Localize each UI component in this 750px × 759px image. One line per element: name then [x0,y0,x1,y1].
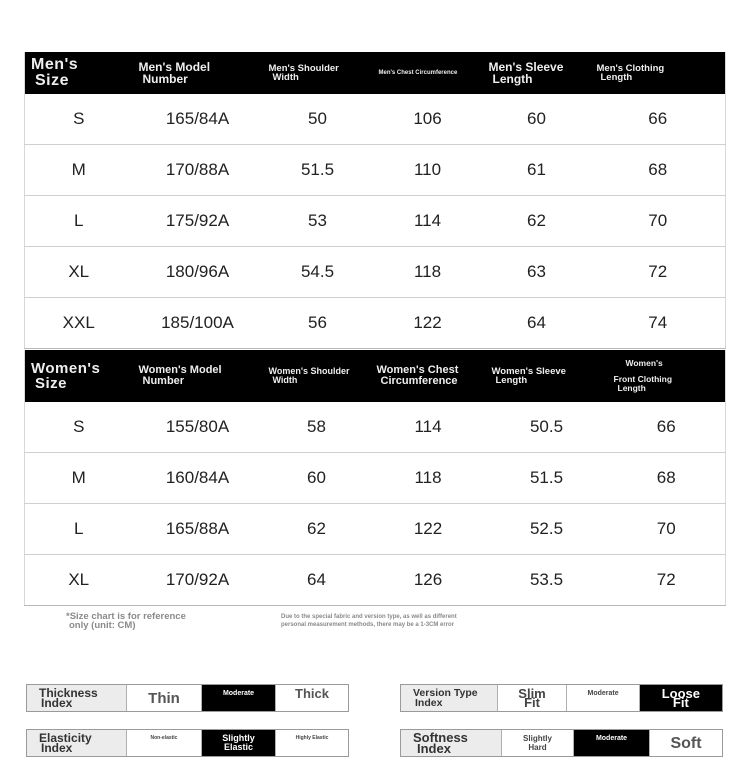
model-cell: 170/88A [133,145,263,196]
chest-cell: 122 [373,298,483,349]
model-cell: 165/84A [133,94,263,145]
size-cell: L [25,504,133,555]
mens-size-table [24,52,726,349]
table-row [25,196,726,247]
shoulder-cell: 60 [263,453,371,504]
version-option-slim-fit: Slim Fit [497,685,567,711]
model-cell: 155/80A [133,402,263,453]
thickness-index [26,684,349,712]
sleeve-cell: 60 [483,94,591,145]
shoulder-cell: 62 [263,504,371,555]
thickness-option-moderate: Moderate [201,685,275,711]
elasticity-option-slightly-elastic: Slightly Elastic [201,730,275,756]
thickness-index-label: Thickness Index [27,685,126,711]
womens-shoulder-header: Women's Shoulder Width [263,350,371,402]
thickness-option-thick: Thick [275,685,348,711]
table-row [25,504,726,555]
womens-model-header: Women's Model Number [133,350,263,402]
size-cell: M [25,453,133,504]
length-cell: 70 [608,504,726,555]
chest-cell: 110 [373,145,483,196]
chest-cell: 106 [373,94,483,145]
womens-header-row [25,350,726,402]
size-cell: XXL [25,298,133,349]
elasticity-index [26,729,349,757]
sleeve-cell: 64 [483,298,591,349]
reference-note: *Size chart is for reference only (unit: CM) [66,611,186,631]
mens-length-header: Men's Clothing Length [591,52,726,94]
womens-chest-header: Women's Chest Circumference [371,350,486,402]
length-cell: 74 [591,298,726,349]
thickness-option-thin: Thin [126,685,201,711]
sleeve-cell: 63 [483,247,591,298]
shoulder-cell: 51.5 [263,145,373,196]
mens-shoulder-header: Men's Shoulder Width [263,52,373,94]
model-cell: 175/92A [133,196,263,247]
size-cell: L [25,196,133,247]
elasticity-option-non-elastic: Non-elastic [126,730,201,756]
length-cell: 66 [608,402,726,453]
chest-cell: 118 [371,453,486,504]
table-row [25,555,726,606]
length-cell: 68 [608,453,726,504]
model-cell: 170/92A [133,555,263,606]
mens-chest-header: Men's Chest Circumference [373,52,483,94]
mens-header-row [25,52,726,94]
table-row [25,402,726,453]
version-option-moderate: Moderate [566,685,638,711]
chest-cell: 122 [371,504,486,555]
mens-sleeve-header: Men's Sleeve Length [483,52,591,94]
chest-cell: 118 [373,247,483,298]
table-row [25,94,726,145]
shoulder-cell: 64 [263,555,371,606]
softness-index [400,729,723,757]
softness-option-moderate: Moderate [573,730,649,756]
length-cell: 68 [591,145,726,196]
chest-cell: 126 [371,555,486,606]
length-cell: 72 [591,247,726,298]
chest-cell: 114 [373,196,483,247]
softness-option-soft: Soft [649,730,722,756]
softness-index-label: Softness Index [401,730,501,756]
model-cell: 165/88A [133,504,263,555]
softness-option-slightly-hard: Slightly Hard [501,730,573,756]
womens-size-header: Women's Size [25,350,133,402]
sleeve-cell: 61 [483,145,591,196]
length-cell: 66 [591,94,726,145]
version-type-index [400,684,723,712]
notes [66,612,666,632]
shoulder-cell: 53 [263,196,373,247]
model-cell: 180/96A [133,247,263,298]
womens-size-table [24,350,726,606]
length-cell: 72 [608,555,726,606]
table-row [25,298,726,349]
table-row [25,247,726,298]
sleeve-cell: 50.5 [486,402,608,453]
size-cell: S [25,402,133,453]
chest-cell: 114 [371,402,486,453]
table-row [25,453,726,504]
size-cell: XL [25,247,133,298]
table-row [25,145,726,196]
sleeve-cell: 52.5 [486,504,608,555]
sleeve-cell: 53.5 [486,555,608,606]
model-cell: 160/84A [133,453,263,504]
size-cell: S [25,94,133,145]
error-note: Due to the special fabric and version type, as well as different personal measurement methods, there may be a 1-3CM error [281,614,457,628]
womens-length-header: Women's Front Clothing Length [608,350,726,402]
shoulder-cell: 58 [263,402,371,453]
shoulder-cell: 56 [263,298,373,349]
size-cell: M [25,145,133,196]
womens-sleeve-header: Women's Sleeve Length [486,350,608,402]
mens-size-header: Men's Size [25,52,133,94]
elasticity-index-label: Elasticity Index [27,730,126,756]
version-option-loose-fit: Loose Fit [639,685,722,711]
length-cell: 70 [591,196,726,247]
model-cell: 185/100A [133,298,263,349]
sleeve-cell: 62 [483,196,591,247]
elasticity-option-highly-elastic: Highly Elastic [275,730,348,756]
size-cell: XL [25,555,133,606]
version-type-index-label: Version Type Index [401,685,497,711]
shoulder-cell: 50 [263,94,373,145]
sleeve-cell: 51.5 [486,453,608,504]
mens-model-header: Men's Model Number [133,52,263,94]
shoulder-cell: 54.5 [263,247,373,298]
